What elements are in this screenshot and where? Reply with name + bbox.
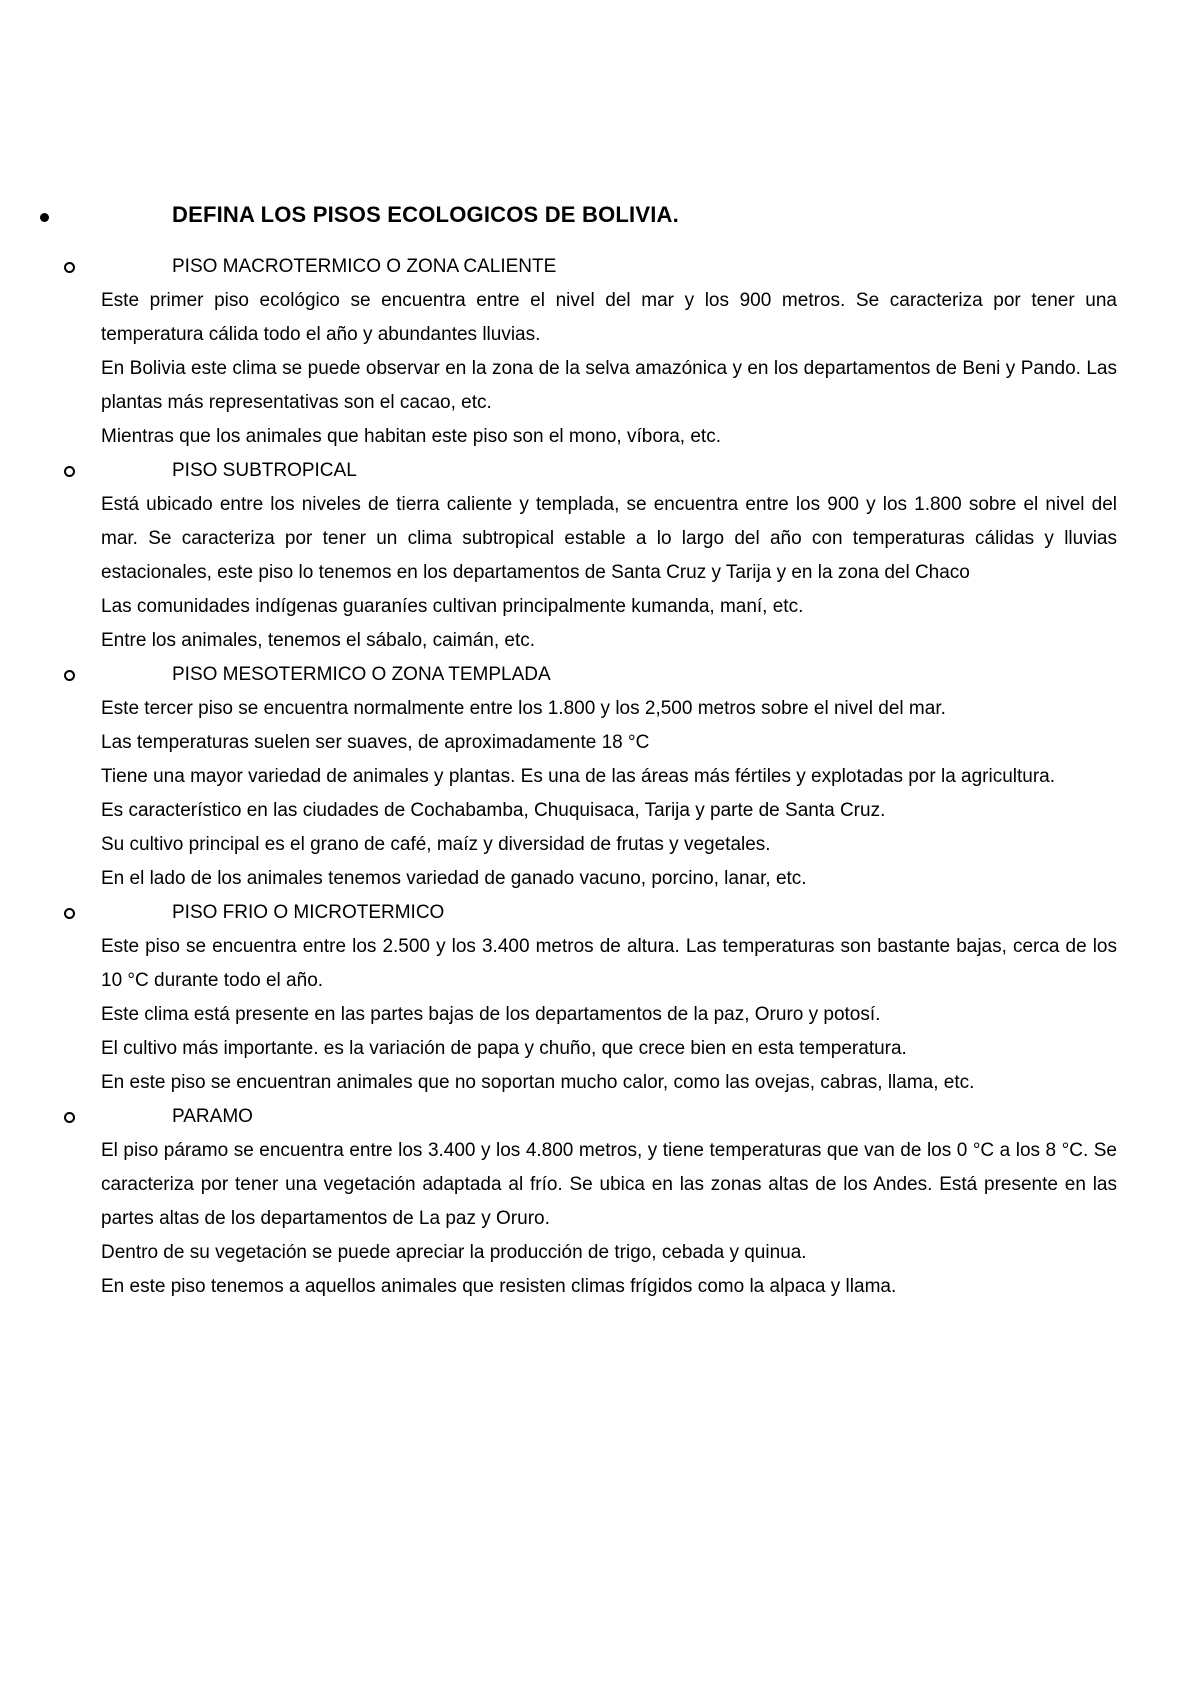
section-heading: PARAMO [172, 1106, 253, 1127]
bullet-circle-icon [64, 1112, 75, 1123]
section-heading: PISO MACROTERMICO O ZONA CALIENTE [172, 256, 557, 277]
paragraph: En este piso se encuentran animales que no soportan mucho calor, como las ovejas, cabras, llama, etc. [101, 1072, 975, 1093]
section-heading-row [36, 1100, 1126, 1134]
bullet-disc-icon [40, 213, 49, 222]
paragraph: Es característico en las ciudades de Cochabamba, Chuquisaca, Tarija y parte de Santa Cruz. [101, 800, 886, 821]
section-heading: PISO FRIO O MICROTERMICO [172, 902, 445, 923]
title-row [36, 198, 1126, 250]
paragraph: En el lado de los animales tenemos variedad de ganado vacuno, porcino, lanar, etc. [101, 868, 807, 889]
bullet-circle-icon [64, 670, 75, 681]
section-macrotermico [36, 250, 1126, 454]
paragraph: Este clima está presente en las partes bajas de los departamentos de la paz, Oruro y potosí. [101, 1004, 881, 1025]
section-mesotermico [36, 658, 1126, 896]
paragraph: Las comunidades indígenas guaraníes cultivan principalmente kumanda, maní, etc. [101, 596, 804, 617]
section-heading-row [36, 454, 1126, 488]
section-heading-row [36, 658, 1126, 692]
document-title: DEFINA LOS PISOS ECOLOGICOS DE BOLIVIA. [172, 202, 679, 227]
section-subtropical [36, 454, 1126, 658]
paragraph: Mientras que los animales que habitan este piso son el mono, víbora, etc. [101, 426, 721, 447]
bullet-circle-icon [64, 466, 75, 477]
bullet-circle-icon [64, 908, 75, 919]
document-body [36, 198, 1126, 1304]
section-heading: PISO SUBTROPICAL [172, 460, 357, 481]
paragraph: Este primer piso ecológico se encuentra entre el nivel del mar y los 900 metros. Se caracteriza por tener una temperatura cálida todo el año y abundantes lluvias. [101, 290, 1117, 345]
paragraph: Su cultivo principal es el grano de café, maíz y diversidad de frutas y vegetales. [101, 834, 771, 855]
paragraph: En este piso tenemos a aquellos animales que resisten climas frígidos como la alpaca y llama. [101, 1276, 897, 1297]
section-heading-row [36, 250, 1126, 284]
paragraph: Este tercer piso se encuentra normalmente entre los 1.800 y los 2,500 metros sobre el nivel del mar. [101, 698, 946, 719]
paragraph: Dentro de su vegetación se puede apreciar la producción de trigo, cebada y quinua. [101, 1242, 807, 1263]
section-heading-row [36, 896, 1126, 930]
section-heading: PISO MESOTERMICO O ZONA TEMPLADA [172, 664, 551, 685]
section-microtermico [36, 896, 1126, 1100]
paragraph: Tiene una mayor variedad de animales y plantas. Es una de las áreas más fértiles y explotadas por la agricultura. [101, 766, 1056, 787]
paragraph: En Bolivia este clima se puede observar en la zona de la selva amazónica y en los departamentos de Beni y Pando. Las plantas más representativas son el cacao, etc. [101, 358, 1117, 413]
section-paramo [36, 1100, 1126, 1304]
paragraph: Está ubicado entre los niveles de tierra caliente y templada, se encuentra entre los 900 y los 1.800 sobre el nivel del mar. Se caracteriza por tener un clima subtropical estable a lo largo del año con temperaturas cálidas y lluvias estacionales, este piso lo tenemos en los departamentos de Santa Cruz y Tarija y en la zona del Chaco [101, 494, 1117, 583]
paragraph: Entre los animales, tenemos el sábalo, caimán, etc. [101, 630, 536, 651]
paragraph: Las temperaturas suelen ser suaves, de aproximadamente 18 °C [101, 732, 650, 753]
paragraph: El cultivo más importante. es la variación de papa y chuño, que crece bien en esta temperatura. [101, 1038, 907, 1059]
paragraph: El piso páramo se encuentra entre los 3.400 y los 4.800 metros, y tiene temperaturas que van de los 0 °C a los 8 °C. Se caracteriza por tener una vegetación adaptada al frío. Se ubica en las zonas altas de los Andes. Está presente en las partes altas de los departamentos de La paz y Oruro. [101, 1140, 1117, 1229]
bullet-circle-icon [64, 262, 75, 273]
paragraph: Este piso se encuentra entre los 2.500 y los 3.400 metros de altura. Las temperaturas son bastante bajas, cerca de los 10 °C durante todo el año. [101, 936, 1117, 991]
